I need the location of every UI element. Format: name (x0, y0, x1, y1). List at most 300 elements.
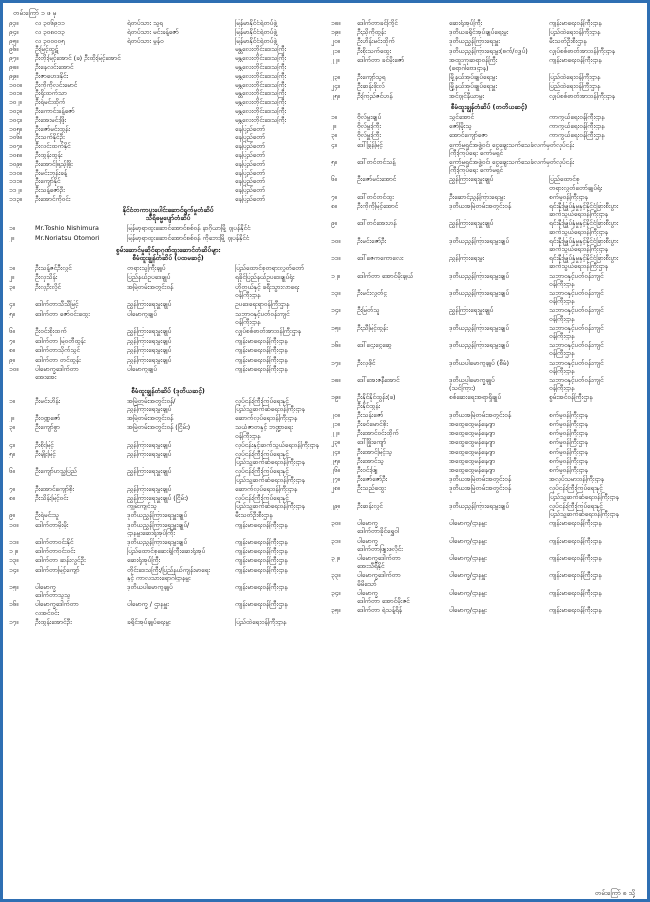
person-name: ပါမောက္ခ ဒေါက်တာ အောင်မိုးဇင် (357, 588, 410, 605)
list-item (9, 300, 327, 308)
position-title: အင်ဂျင်နီယာမှူး (449, 91, 485, 100)
person-name: ဗိုလ်မှူးကြီး (357, 122, 381, 131)
item-number: ၂၂။ (331, 429, 340, 438)
department: စက်မှုဝန်ကြီးဌာန (549, 420, 588, 428)
item-number: ၁၀၇။ (9, 142, 22, 151)
department: လျှပ်စစ်ဓာတ်အားဝန်ကြီးဌာန (549, 46, 615, 55)
list-item (331, 448, 647, 456)
list-item (9, 397, 327, 413)
list-item (9, 556, 327, 564)
position-title: ညွှန်ကြားရေးမှူးချုပ် (127, 467, 172, 476)
list-item (9, 37, 327, 45)
person-name: ဦးအောင်ကိုဝင်း (35, 195, 71, 203)
department: စက်မှုဝန်ကြီးဌာန (549, 438, 588, 447)
item-number: ၁၈။ (331, 376, 341, 384)
item-number: ၂၄။ (331, 82, 340, 91)
person-name: ဦးစိုးမြင့် (35, 440, 54, 449)
position-title: အထွေထွေမန်နေဂျာ (449, 447, 496, 456)
person-name: ဦးလှသိန်း (35, 273, 58, 282)
item-number: ၁၀။ (9, 365, 19, 373)
person-name: ပါမောက္ခဒေါက်တာ လအင်ဝင်း (35, 600, 79, 617)
list-item (9, 450, 327, 466)
item-number: ၁၄။ (331, 306, 341, 315)
item-number: ၃၄။ (331, 588, 341, 597)
list-item (9, 177, 327, 185)
item-number: ၂၀။ (331, 410, 340, 419)
item-number: ၉၉။ (9, 71, 19, 80)
list-item (331, 193, 647, 201)
position-title: ရဲတပ်သား မင်းခန့်ဇော် (127, 27, 179, 36)
list-item (331, 571, 647, 587)
position-title: ညွှန်ကြားရေးမှူးချုပ် (127, 440, 172, 449)
person-name: ဦးကျော်စွာ (35, 423, 60, 432)
person-name: ပါမောက္ခ ဒေါက်တာခိုင်ရွှေဝါ (357, 519, 399, 536)
list-item (331, 202, 647, 218)
person-name: ဒေါ်ခြွန်မြင့် (357, 140, 383, 149)
list-item (331, 131, 647, 139)
position-title: ပါမောက္ခချုပ် (127, 365, 157, 373)
position-title: ညွှန်ကြားရေးမှူးချုပ် (127, 355, 172, 364)
list-item (331, 82, 647, 90)
list-item (9, 142, 327, 150)
department: ပြည်ထဲရေးဝန်ကြီးဌာန (549, 73, 601, 82)
department: နေပြည်တော် (235, 159, 265, 168)
person-name: ဗိုလ်မှူးကြီး (357, 131, 381, 140)
department: ကျန်းမာရေးဝန်ကြီးဌာန (549, 519, 602, 528)
item-number: ၁၁၀။ (9, 168, 22, 177)
position-title: ဒုတိယညွှန်ကြားရေးမှူး (449, 37, 500, 46)
person-name: ဦးရဲမင်းထိုက် (35, 98, 66, 107)
item-number: ၂၂။ (331, 55, 340, 64)
item-number: ၁၀၄။ (9, 115, 22, 124)
position-title: ဆေးရုံအုပ်ကြီး (449, 19, 483, 27)
item-number: ၅။ (9, 309, 15, 318)
item-number: ၈။ (9, 346, 15, 355)
item-number: ၃။ (9, 282, 15, 291)
list-item (331, 554, 647, 570)
person-name: ဦးကျော်နိုင် (35, 177, 61, 186)
department: မန္တလေးတိုင်းဒေသကြီး (235, 63, 287, 71)
list-item (9, 169, 327, 177)
position-title: ရဲတပ်သား မွန်ဝ (127, 36, 164, 45)
position-title: တရားသူကြီးချုပ် (127, 264, 166, 272)
position-title: ပါမောက္ခ/ဌာနမှူး (449, 606, 487, 615)
person-name: ဒေါက်တာ တင်ထွန်း (35, 355, 81, 364)
person-name: ဦးသည်ထွေး (357, 484, 386, 493)
position-title: ဒုတိယခရိုင်အုပ်ချုပ်ရေးမှူး (449, 28, 509, 37)
person-name: ဒေါက်တာ ရဲသန့်ရိန် (357, 606, 402, 615)
person-name: ဒေါ်တင်တင်သန့် (357, 158, 396, 166)
page-continued-from: တမ်းကြော် ၁ ဖ မှ (13, 9, 57, 17)
person-name: ဦးဝဏ္ဏဇော် (35, 414, 61, 423)
section-heading: စီမံထူးချွန်တံဆိပ် (ဒုတိယဆင့်) (131, 386, 205, 395)
person-name: ဒေါ်ဖြိုးကျော် (357, 438, 387, 447)
department: ကျန်းမာရေးဝန်ကြီးဌာန (235, 547, 288, 556)
item-number: ၉၇။ (9, 54, 19, 63)
person-name: ဦးထွန်းထွန်း (35, 151, 63, 159)
list-item (9, 566, 327, 582)
list-item (331, 158, 647, 174)
list-item (9, 72, 327, 80)
list-item (9, 467, 327, 483)
item-number: ၉။ (9, 511, 15, 520)
department: ကျန်းမာရေးဝန်ကြီးဌာန (235, 520, 288, 529)
department: မန္တလေးတိုင်းဒေသကြီး (235, 45, 287, 54)
position-title: ဒုတိယညွှန်ကြားရေးမှူးချုပ် (449, 501, 510, 510)
list-item (331, 537, 647, 553)
department: မန္တလေးတိုင်းဒေသကြီး (235, 98, 287, 107)
item-number: ၉၄။ (9, 27, 19, 36)
item-number: ၂၉။ (331, 501, 340, 510)
person-name: ဗိုလ်မှူးချုပ် (357, 113, 382, 121)
department: မီးသတ်ဦးစီးဌာန (549, 37, 587, 46)
list-item (9, 423, 327, 439)
position-title: မြို့နယ်အုပ်ချုပ်ရေးမှူး (449, 82, 497, 91)
item-number: ၁၉။ (331, 393, 341, 402)
person-name: ဦးလင်းထက်နိုင် (35, 142, 71, 151)
position-title: ဒုတိယညွှန်ကြားရေးမှူးချုပ် (127, 538, 188, 546)
person-name: ဦးကိုကိုမြင့်အောင် (357, 202, 399, 210)
item-number: ၁၇။ (331, 358, 341, 367)
position-title: အမြဲတမ်းအတွင်းဝန် (ငြိမ်း) (127, 423, 191, 432)
person-name: ဦးဇော်မင်းထွန်း (35, 124, 70, 133)
item-number: ၆။ (331, 175, 337, 184)
department: မီးသတ်ဦးစီးဌာန (235, 511, 273, 520)
item-number: ၁၆။ (331, 341, 341, 350)
list-item (331, 484, 647, 500)
person-name: ဦးအောင်သူ (357, 456, 384, 465)
person-name: ဦးထွန်းအောင်ဦး (35, 617, 72, 626)
list-item (331, 475, 647, 483)
department: ကျန်းမာရေးဝန်ကြီးဌာန (235, 538, 288, 546)
department: ပြည်ထောင်စုတရားလွှတ်တော် (235, 264, 304, 272)
person-name: ဦးမင်းလွှတ်ငွ (357, 289, 387, 297)
item-number: ၁၀။ (331, 236, 341, 245)
person-name: ဒေါက်တာ အောင်မိုးချယ် (357, 271, 414, 280)
department: ကျန်းမာရေးဝန်ကြီးဌာန (549, 571, 602, 580)
person-name: ဦးအောင်ဖြည့်ဖြိုး (35, 159, 73, 168)
department: လုပ်ငန်းကြီးကြပ်ရေးနှင့် ပြည်သူ့ဆက်ဆံရေးဝန်ကြီးဌာန (549, 484, 619, 501)
list-item (331, 420, 647, 428)
position-title: ဦးဆောင်ညွှန်ကြားရေးမှူး (449, 192, 505, 201)
item-number: ၇။ (331, 192, 337, 201)
list-item (9, 116, 327, 124)
person-name: ဦးအောင်ဝင်းထိုက် (357, 429, 399, 438)
position-title: အမြဲတမ်းအတွင်းဝန် (127, 414, 174, 423)
department: လုပ်ငန်းကြီးကြပ်ရေးနှင့် ပြည်သူ့ဆက်ဆံရေးဝန်ကြီးဌာန (235, 450, 305, 467)
person-name: ဦးဇာဟေဒနိုင်း (35, 71, 69, 80)
list-item (9, 224, 327, 232)
person-name: ဦးသိန်းမြင့်ဝင်း (35, 494, 69, 502)
position-title: ဒုတိယအမြဲတမ်းအတွင်းဝန် (449, 202, 511, 210)
department: ကျန်းမာရေးဝန်ကြီးဌာန (549, 554, 602, 562)
department: သဘာဝနှင့်ပတ်ဝန်းကျင် ဝန်ကြီးဌာန (549, 376, 604, 393)
person-name: ဦးညိုကိုထွန်း (357, 28, 386, 37)
position-title: ဒုတိယညွှန်ကြားရေးမှူးချုပ် (449, 236, 510, 245)
department: နေပြည်တော် (235, 186, 265, 195)
list-item (9, 414, 327, 422)
item-number: ၁၄။ (9, 565, 19, 574)
item-number: ၂၀။ (331, 37, 340, 46)
person-name: ဒေါက်တာဝင်းဝင်း (35, 547, 76, 556)
list-item (331, 254, 647, 270)
department: လုပ်ငန်းကြီးကြပ်ရေးနှင့် ပြည်သူ့ဆက်ဆံရေးဝန်ကြီးဌာန (235, 467, 305, 484)
department: ဥပဒေရေးရာဝန်ကြီးဌာန (235, 300, 290, 309)
list-item (331, 113, 647, 121)
item-number: ၁၅။ (331, 323, 341, 332)
person-name: ဦးဝင်းစိုးထက် (35, 327, 67, 336)
person-name: ဒေါ်ဇေကကောလေး (357, 254, 404, 263)
list-item (9, 28, 327, 36)
item-number: ၉၃။ (9, 19, 19, 27)
department: နေပြည်တော် (235, 195, 265, 203)
section-heading: စွမ်းဆောင်မှုဆိုင်ရာဂုဏ်ထူးဆောင်တံဆိပ်များ စီမံထူးချွန်တံဆိပ် (ပထမဆင့်) (115, 245, 221, 262)
department: နေပြည်တော် (235, 124, 265, 133)
position-title: ပါမောက္ခ/ဌာနမှူး (449, 571, 487, 580)
item-number: ၉၈။ (9, 63, 19, 71)
person-name: ဒေါက်တာဝင်းနိုင် (35, 538, 74, 546)
item-number: ၂၄။ (331, 447, 340, 456)
department: လျှပ်စစ်ဓာတ်အားဝန်ကြီးဌာန (235, 327, 301, 336)
list-item (9, 195, 327, 203)
item-number: ၁၁၃။ (9, 195, 22, 203)
item-number: ၂။ (9, 233, 15, 242)
department: နေပြည်တော် (235, 142, 265, 151)
item-number: ၁၁။ (9, 538, 19, 546)
item-number: ၁၅။ (9, 583, 19, 591)
position-title: တိုင်းဒေသကြီး/ပြည်နယ်ကျန်းမာရေး နှင့် ကာလသားရောဂါဌာနမှူး (127, 565, 210, 582)
position-title: အထွေထွေမန်နေဂျာ (449, 438, 496, 447)
department: ပြည်ထဲရေးဝန်ကြီးဌာန (549, 82, 601, 91)
list-item (9, 151, 327, 159)
person-name: ဒေါ်အေးဇနီအောင် (357, 376, 400, 384)
item-number: ၂။ (331, 122, 337, 131)
item-number: ၅။ (331, 158, 337, 166)
list-item (9, 234, 327, 242)
person-name: ဦးတိုးမြင့်အောင် (ခ) ဦးထိုးမြင့်အောင် (35, 54, 121, 63)
department: ရင်းနှီးမြှုပ်နှံမှုနှင့်နိုင်ငံခြားစီးပွား ဆက်သွယ်ရေးဝန်ကြီးဌာန (549, 254, 619, 271)
person-name: ဦးလှဦးလှိုင် (35, 282, 61, 291)
person-name: ဒေါက်တာ ဇော်ဝင်းထွေး (35, 309, 90, 318)
position-title: အောင်ကျော်ဇော (449, 131, 488, 140)
position-title: ပြည်နယ်ဥပဒေချုပ် (127, 273, 171, 282)
person-name: ဦးအောင်မြင့်သူ (357, 447, 392, 456)
person-name: ဦးကောင်းခန့်ဇော် (35, 107, 75, 115)
person-name: လ ၃၀၀၀၀၅ (35, 36, 65, 45)
person-name: ဦးဇော်မင်းအောင် (357, 175, 397, 184)
department: နေပြည်တော် (235, 133, 265, 142)
list-item (9, 547, 327, 555)
person-name: ဦးမျိုးမြင့် (35, 450, 56, 458)
person-name: ဦးကိုကိုလင်းမောင် (35, 80, 78, 89)
list-item (331, 359, 647, 375)
list-item (9, 98, 327, 106)
person-name: ပါမောက္ခဒေါက်တာ အေးသီရိနိုင် (357, 554, 401, 571)
item-number: ၃၀။ (331, 519, 341, 528)
person-name: ဦးခင်မောင်စိုး (357, 420, 388, 428)
section-heading: နိုင်ငံတကာပူးပေါင်းဆောင်ရွက်မှုတံဆိပ် သီရိဓမ္မပျော်တံဆိပ် (122, 205, 214, 222)
list-item (9, 600, 327, 616)
department: မန္တလေးတိုင်းဒေသကြီး (235, 115, 287, 124)
person-name: ဒေါက်တာ ဆန်းလွင်ဦး (35, 556, 86, 565)
department: စက်မှုဝန်ကြီးဌာန (549, 466, 588, 474)
item-number: ၁၀၂။ (9, 98, 22, 107)
item-number: ၁၆။ (9, 600, 19, 609)
position-title: ဇော်မြိုးသူ (449, 122, 472, 131)
item-number: ၂၇။ (331, 475, 340, 484)
list-item (331, 376, 647, 392)
list-item (9, 310, 327, 326)
person-name: ပါမောက္ခ ဒေါက်တာဖြူးဖလိုင်း (357, 536, 403, 553)
position-title: ဒုတိယညွှန်ကြားရေးမှူး(စက်/လျှပ်) (449, 46, 528, 55)
person-name: ဦးလှဖိုင် (357, 358, 376, 367)
person-name: ဦးကျော်သူရ (357, 73, 386, 82)
person-name: ဦးရဲမင်းသူ (35, 511, 59, 520)
position-title: ပါမောက္ခ/ဌာနမှူး (449, 588, 487, 597)
department: လုပ်ငန်းနှင့်ဆက်သွယ်ရေးဝန်ကြီးဌာန (235, 440, 319, 449)
item-number: ၃၁။ (331, 536, 341, 545)
list-item (9, 538, 327, 546)
person-name: ဒေါက်တာခင်ကြိုင် (357, 19, 398, 27)
list-item (9, 583, 327, 599)
position-title: ညွှန်ကြားရေးမှူးချုပ် (449, 219, 494, 228)
list-item (9, 81, 327, 89)
list-item (331, 324, 647, 340)
position-title: ညွှန်ကြားရေးမှူးချုပ် (127, 484, 172, 493)
department: နေပြည်တော် (235, 168, 265, 177)
person-name: ဒေါက်တာ ခင်မိုးဇော် (357, 55, 405, 64)
department: မန္တလေးတိုင်းဒေသကြီး (235, 89, 287, 98)
department: သဘာဝနှင့်ပတ်ဝန်းကျင် ဝန်ကြီးဌာန (549, 306, 604, 323)
list-item (331, 466, 647, 474)
list-item (9, 618, 327, 626)
item-number: ၄။ (331, 140, 337, 149)
list-item (331, 393, 647, 409)
list-item (9, 63, 327, 71)
department: သဘာဝနှင့်ပတ်ဝန်းကျင် ဝန်ကြီးဌာန (549, 289, 604, 306)
person-name: လ ၃၀၈၀၁၃ (35, 27, 65, 36)
item-number: ၂၁။ (331, 46, 340, 55)
department: မြန်မာနိုင်ငံရဲတပ်ဖွဲ့ (235, 19, 277, 27)
person-name: ဦးမင်းဘုန်းခန့် (35, 168, 67, 177)
department: ရင်းနှီးမြှုပ်နှံမှုနှင့်နိုင်ငံခြားစီးပွား ဆက်သွယ်ရေးဝန်ကြီးဌာန (549, 236, 619, 253)
item-number: ၃၅။ (331, 606, 341, 615)
person-name: ပါမောက္ခဒေါက်တာ အေးအေး (35, 365, 79, 382)
department: ကာကွယ်ရေးဝန်ကြီးဌာန (549, 131, 605, 140)
item-number: ၇။ (9, 336, 15, 345)
list-item (9, 327, 327, 335)
person-name: ဦးရိုးထက်သာ (35, 89, 67, 98)
item-number: ၆။ (9, 327, 15, 336)
person-name: ဦးညီမြင့်ထွန်း (357, 323, 388, 332)
item-number: ၈။ (9, 494, 15, 502)
list-item (9, 160, 327, 168)
item-number: ၂။ (9, 414, 15, 423)
item-number: ၂၆။ (331, 466, 340, 474)
item-number: ၉၆။ (9, 45, 19, 54)
list-item (9, 346, 327, 354)
item-number: ၂၅။ (331, 456, 340, 465)
department: သဘာဝနှင့်ပတ်ဝန်းကျင် ဝန်ကြီးဌာန (549, 341, 604, 358)
item-number: ၂၅။ (331, 91, 340, 100)
person-name: ဦးမြတ်သူ (357, 306, 380, 315)
department: လုပ်ငန်းကြီးကြပ်ရေးနှင့် ပြည်သူ့ဆက်ဆံရေးဝန်ကြီးဌာန (235, 494, 305, 511)
list-item (9, 264, 327, 272)
person-name: ဦးမြင့်ထွဋ် (35, 45, 59, 54)
list-item (331, 306, 647, 322)
item-number: ၁။ (9, 224, 15, 233)
department: ပြည်ထောင်စု တရားလွှတ်တော်ချုပ်ရုံး (549, 175, 603, 192)
department: ကျန်းမာရေးဝန်ကြီးဌာန (235, 365, 288, 373)
department: ဆောက်လုပ်ရေးဝန်ကြီးဌာန (235, 484, 298, 493)
item-number: ၁၀၅။ (9, 124, 22, 133)
position-title: ညွှန်ကြားရေးမှူးချုပ် (127, 327, 172, 336)
department: မန္တလေးတိုင်းဒေသကြီး (235, 71, 287, 80)
person-name: ဦးစိုးသက်ထွေး (357, 46, 392, 55)
department: ကျန်းမာရေးဝန်ကြီးဌာန (235, 336, 288, 345)
department: ကျန်းမာရေးဝန်ကြီးဌာန (549, 536, 602, 545)
item-number: ၁၀၃။ (9, 107, 22, 115)
department: အလုပ်သမားဝန်ကြီးဌာန (549, 475, 604, 484)
list-item (331, 457, 647, 465)
department: ပြည်ထဲရေးဝန်ကြီးဌာန (549, 28, 601, 37)
department: သဘာဝနှင့်ပတ်ဝန်းကျင် ဝန်ကြီးဌာန (235, 309, 290, 326)
item-number: ၁၈။ (331, 19, 341, 27)
list-item (331, 502, 647, 518)
position-title: အထွေထွေမန်နေဂျာ (449, 456, 496, 465)
item-number: ၁၁၁။ (9, 177, 22, 186)
list-item (331, 289, 647, 305)
department: စက်မှုဝန်ကြီးဌာန (549, 447, 588, 456)
list-item (331, 272, 647, 288)
position-title: ဒုတိယညွှန်ကြားရေးမှူးချုပ် (449, 271, 510, 280)
list-item (331, 73, 647, 81)
list-item (331, 47, 647, 55)
list-item (9, 125, 327, 133)
department: ရင်းနှီးမြှုပ်နှံမှုနှင့်နိုင်ငံခြားစီးပွား ဆက်သွယ်ရေးဝန်ကြီးဌာန (549, 202, 619, 219)
item-number: ၂၃။ (331, 73, 340, 82)
list-item (331, 411, 647, 419)
department: စက်မှုဝန်ကြီးဌာန (549, 456, 588, 465)
person-name: Mr.Toshio Nishimura (35, 224, 99, 233)
position-title: ညွှန်ကြားရေးမှူးချုပ် (449, 175, 494, 184)
position-title: ဆေးရုံအုပ်ကြီး (127, 556, 161, 565)
position-title: မြန်မာ့ရာထူးဆောင်အောင်စစ်ဝန် နာဂိုယာမြို့ ဂျပန်နိုင်ငံ (127, 224, 251, 233)
position-title: ဒုတိယညွှန်ကြားရေးမှူးချုပ်/ ဌာနမှူးဆေးရုံအုပ်ကြီး (127, 520, 190, 537)
department: မန္တလေးတိုင်းဒေသကြီး (235, 80, 287, 89)
position-title: အထူးကုဆရာဝန်ကြီး (ရောဂါဗေဒဌာန) (449, 55, 498, 72)
list-item (331, 56, 647, 72)
item-number: ၅။ (9, 450, 15, 458)
person-name: ဒေါ်တင်တင်ထူး (357, 192, 394, 201)
position-title: ဒုတိယအမြဲတမ်းအတွင်းဝန် (449, 484, 511, 493)
item-number: ၁။ (331, 113, 337, 121)
list-item (331, 219, 647, 235)
department: မြန်မာနိုင်ငံရဲတပ်ဖွဲ့ (235, 36, 277, 45)
department: ကျန်းမာရေးဝန်ကြီးဌာန (549, 606, 602, 615)
department: သယံဇာတနှင့် ဘဏ္ဍာရေး ဝန်ကြီးဌာန (235, 423, 293, 440)
item-number: ၃။ (331, 131, 337, 140)
position-title: ကော်မရှင်အဖွဲ့ဝင်၊ ငွေချေးသက်သေခံလက်မှတ်လုပ်ငန်း ကြီးကြပ်ရေး ကော်မရှင် (449, 140, 575, 157)
position-title: ပြည်ထောင်စုဆေးရုံကြီးဆေးရုံအုပ် (127, 547, 206, 556)
department: လျှပ်စစ်ဓာတ်အားဝန်ကြီးဌာန (549, 91, 615, 100)
department: ပြည်ထဲရေးဝန်ကြီးဌာန (235, 617, 287, 626)
person-name: ဦးနိုင်နိုင်ထွန်း(ခ) ဦးနိုင်ထွန်း (357, 393, 396, 410)
list-item (9, 45, 327, 53)
list-item (9, 133, 327, 141)
position-title: ညွှန်ကြားရေးမှူးချုပ် (449, 306, 494, 315)
item-number: ၃။ (9, 423, 15, 432)
